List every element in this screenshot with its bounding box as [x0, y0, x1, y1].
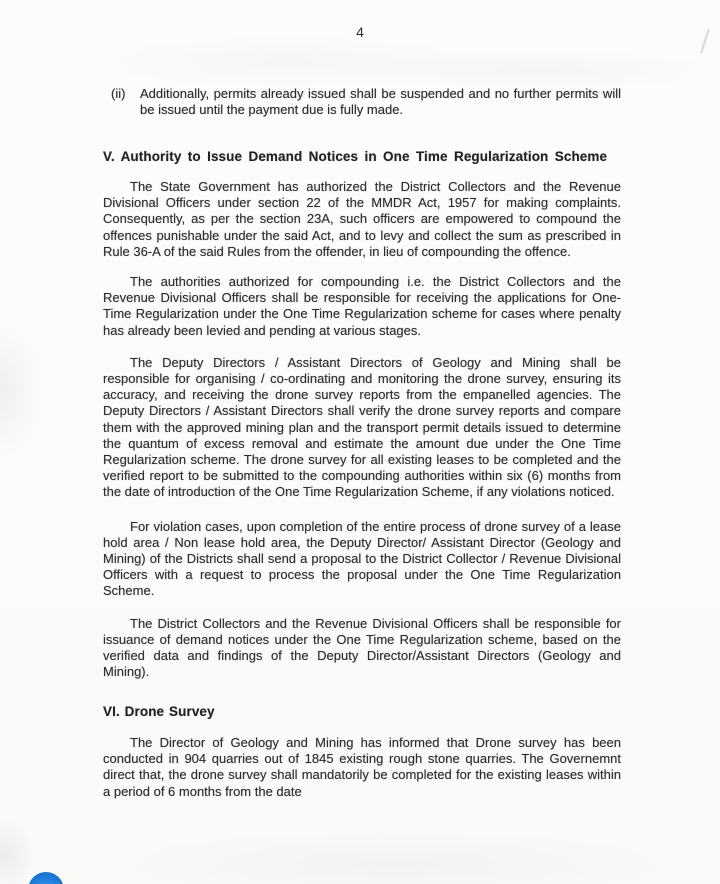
list-item-marker: (ii): [111, 86, 126, 101]
section-vi-heading: VI. Drone Survey: [103, 704, 215, 720]
section-v-paragraph: The authorities authorized for compounding i.e. the District Collectors and the Revenue Divisional Officers shall be responsible for receiving the applications for One-Time Regularization under the One Time Regularization scheme for cases where penalty has already been levied and pending at various stages.: [103, 273, 621, 338]
list-item: [103, 86, 621, 118]
document-body: [103, 86, 621, 800]
floating-action-button[interactable]: [28, 872, 64, 884]
page-number: 4: [356, 24, 364, 40]
list-item-text: Additionally, permits already issued shall be suspended and no further permits will be issued until the payment due is fully made.: [140, 86, 621, 118]
section-vi-paragraph: The Director of Geology and Mining has informed that Drone survey has been conducted in 904 quarries out of 1845 existing rough stone quarries. The Governemnt direct that, the drone survey shall mandatorily be completed for the existing leases within a period of 6 months from the date: [103, 734, 621, 799]
section-v-paragraph: The Deputy Directors / Assistant Directors of Geology and Mining shall be responsible for organising / co-ordinating and monitoring the drone survey, ensuring its accuracy, and receiving the drone survey reports from the empanelled agencies. The Deputy Directors / Assistant Directors shall verify the drone survey reports and compare them with the approved mining plan and the transport permit details issued to determine the quantum of excess removal and estimate the amount due under the One Time Regularization scheme. The drone survey for all existing leases to be completed and the verified report to be submitted to the compounding authorities within six (6) months from the date of introduction of the One Time Regularization Scheme, if any violations noticed.: [103, 354, 621, 500]
section-v-paragraph: The District Collectors and the Revenue Divisional Officers shall be responsible for issuance of demand notices under the One Time Regularization scheme, based on the verified data and findings of the Deputy Director/Assistant Directors (Geology and Mining).: [103, 615, 621, 680]
section-v-heading: V. Authority to Issue Demand Notices in One Time Regularization Scheme: [103, 149, 608, 165]
section-v-paragraph: The State Government has authorized the District Collectors and the Revenue Divisional Officers under section 22 of the MMDR Act, 1957 for making complaints. Consequently, as per the section 23A, such officers are empowered to compound the offences punishable under the said Act, and to levy and collect the sum as prescribed in Rule 36-A of the said Rules from the offender, in lieu of compounding the offence.: [103, 178, 621, 259]
section-v-paragraph: For violation cases, upon completion of the entire process of drone survey of a lease hold area / Non lease hold area, the Deputy Director/ Assistant Director (Geology and Mining) of the Districts shall send a proposal to the District Collector / Revenue Divisional Officers with a request to process the proposal under the One Time Regularization Scheme.: [103, 518, 621, 599]
